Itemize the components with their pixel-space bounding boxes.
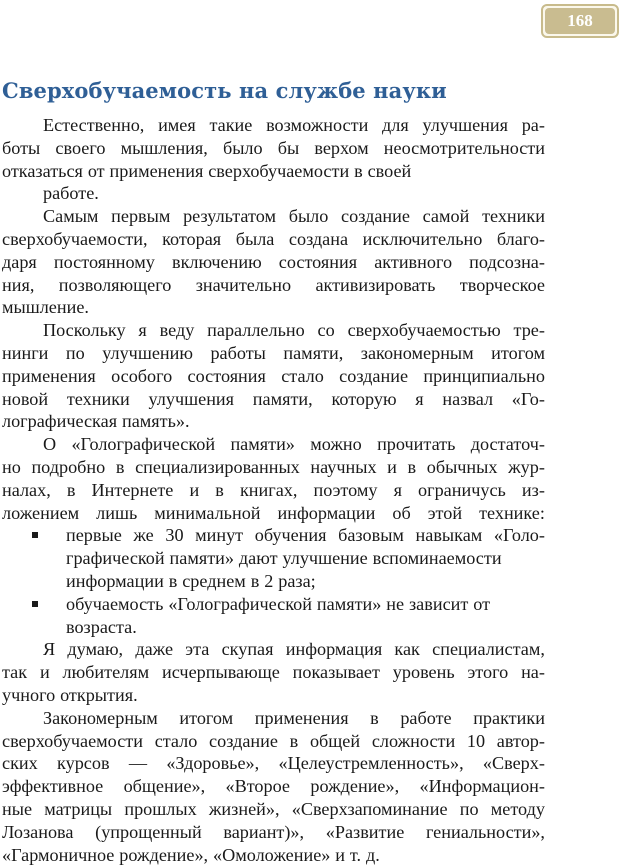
word: я — [415, 388, 423, 411]
word: улучшения — [149, 388, 235, 411]
word: прочитать — [377, 433, 455, 456]
word: информации — [66, 570, 164, 593]
word: 10 — [467, 730, 485, 753]
word: Я — [43, 638, 55, 661]
word: ских — [2, 752, 38, 775]
word: на- — [521, 661, 545, 684]
word: сверхобучаемости — [208, 160, 349, 183]
word: улучшению — [102, 342, 193, 365]
word: подсозна- — [469, 251, 545, 274]
word: Закономерным — [43, 707, 158, 730]
bullet-icon — [32, 601, 38, 607]
bullet-item-line — [2, 593, 545, 616]
word: значительно — [196, 274, 291, 297]
word: и — [40, 661, 50, 684]
word: в — [215, 479, 224, 502]
text-line — [2, 388, 545, 411]
word: общей — [310, 730, 360, 753]
word: Естественно, — [43, 114, 144, 137]
word: обычных — [427, 456, 498, 479]
word: «Информацион- — [419, 775, 544, 798]
word: возраста. — [66, 616, 137, 639]
word: применения — [110, 160, 204, 183]
word: но — [2, 456, 21, 479]
word: обучения — [255, 524, 327, 547]
word: такие — [209, 114, 252, 137]
word: эта — [185, 638, 209, 661]
word: работы — [210, 342, 265, 365]
text-line — [2, 684, 545, 707]
word: «Го- — [512, 388, 545, 411]
word: Самым — [43, 205, 98, 228]
word: автор- — [497, 730, 545, 753]
word: О — [43, 433, 56, 456]
text-line — [2, 182, 545, 205]
word: особого — [111, 365, 172, 388]
word: ния, — [2, 274, 34, 297]
word: первым — [111, 205, 170, 228]
word: «Голо- — [494, 524, 545, 547]
word: из- — [522, 479, 545, 502]
word: матрицы — [44, 798, 112, 821]
word: по — [460, 798, 479, 821]
word: сверхобучаемости, — [2, 228, 148, 251]
word: активизировать — [315, 274, 435, 297]
word: лографическая — [2, 410, 117, 433]
word: со — [318, 319, 335, 342]
word: в — [116, 456, 125, 479]
word: можно — [310, 433, 362, 456]
word: от — [473, 593, 490, 616]
text-line — [2, 707, 545, 730]
word: памяти, — [283, 342, 343, 365]
text-line — [2, 547, 545, 570]
word: состояния — [188, 365, 266, 388]
word: д. — [366, 844, 380, 866]
word: ложением — [2, 502, 79, 525]
word: я — [394, 479, 402, 502]
word: создана — [289, 228, 348, 251]
word: итогом — [491, 342, 545, 365]
body-text — [2, 114, 545, 866]
word: отказаться — [2, 160, 83, 183]
word: «Целеустремленность», — [278, 752, 463, 775]
word: — — [129, 752, 147, 775]
word: улучшения — [422, 114, 508, 137]
word: «Гармоничное — [2, 844, 114, 866]
word: мышление. — [2, 296, 89, 319]
word: в — [67, 479, 76, 502]
word: и — [335, 844, 345, 866]
text-line — [2, 251, 545, 274]
word: самой — [423, 205, 470, 228]
word: среднем — [182, 570, 246, 593]
word: раза; — [278, 570, 315, 593]
word: создание — [339, 365, 408, 388]
word: в — [290, 730, 299, 753]
word: исключительно — [363, 228, 483, 251]
word: информации — [278, 502, 376, 525]
word: скупая — [222, 638, 274, 661]
word: своего — [55, 137, 105, 160]
text-line — [2, 296, 545, 319]
word: Поскольку — [43, 319, 126, 342]
word: «Сверхзапоминание — [292, 798, 448, 821]
word: параллельно — [207, 319, 305, 342]
word: специализированных — [135, 456, 300, 479]
word: минимальной — [154, 502, 260, 525]
word: назвал — [442, 388, 493, 411]
text-line — [2, 160, 545, 183]
word: графической — [66, 547, 165, 570]
word: дают — [239, 547, 278, 570]
word: общение», — [124, 775, 206, 798]
word: специалистам, — [432, 638, 545, 661]
word: памяти» — [230, 433, 294, 456]
word: зависит — [409, 593, 468, 616]
word: рождение», — [119, 844, 208, 866]
word: новой — [2, 388, 48, 411]
word: эффективное — [2, 775, 103, 798]
word: мышления, — [121, 137, 208, 160]
word: т. — [350, 844, 361, 866]
word: по — [66, 342, 85, 365]
word: сложности — [372, 730, 455, 753]
word: возможности — [266, 114, 368, 137]
text-line — [2, 661, 545, 684]
text-line — [2, 730, 545, 753]
text-line — [2, 342, 545, 365]
text-line — [2, 433, 545, 456]
word: достаточ- — [471, 433, 545, 456]
word: работе. — [43, 182, 99, 205]
word: жур- — [508, 456, 545, 479]
section-title: Сверхобучаемость на службе науки — [2, 78, 447, 103]
word: улучшение — [282, 547, 367, 570]
word: уровень — [393, 661, 455, 684]
word: техники — [67, 388, 130, 411]
word: научных — [310, 456, 376, 479]
text-line — [2, 228, 545, 251]
word: сверхобучаемостью — [348, 319, 501, 342]
word: памяти» — [170, 547, 234, 570]
word: создание — [341, 205, 410, 228]
word: прошлых — [124, 798, 196, 821]
word: жизней», — [209, 798, 280, 821]
word: гениальности», — [426, 821, 545, 844]
word: работе — [400, 707, 451, 730]
text-line — [2, 638, 545, 661]
page-number-badge — [541, 4, 619, 38]
word: любителям — [63, 661, 150, 684]
word: поэтому — [314, 479, 378, 502]
word: навыкам — [416, 524, 483, 547]
word: налах, — [2, 479, 51, 502]
word: минут — [195, 524, 243, 547]
text-line — [2, 821, 545, 844]
text-line — [2, 114, 545, 137]
word: состояния — [279, 251, 357, 274]
word: книгах, — [240, 479, 297, 502]
word: было — [289, 205, 329, 228]
word: тре- — [514, 319, 545, 342]
word: стало — [281, 365, 324, 388]
word: и — [189, 479, 199, 502]
word: в — [408, 456, 417, 479]
text-line — [2, 798, 545, 821]
page-number: 168 — [545, 8, 615, 34]
word: позволяющего — [59, 274, 172, 297]
bullet-item-line — [2, 524, 545, 547]
text-line — [2, 274, 545, 297]
text-line — [2, 502, 545, 525]
word: которую — [331, 388, 396, 411]
word: думаю, — [67, 638, 123, 661]
text-line — [2, 479, 545, 502]
word: результатом — [183, 205, 276, 228]
word: создание — [209, 730, 278, 753]
word: благо- — [497, 228, 545, 251]
text-line — [2, 205, 545, 228]
text-line — [2, 456, 545, 479]
word: «Голографической — [71, 433, 215, 456]
word: «Голографической — [168, 593, 312, 616]
word: лишь — [96, 502, 137, 525]
bullet-icon — [32, 532, 38, 538]
word: рождение», — [310, 775, 399, 798]
word: этого — [468, 661, 509, 684]
word: в — [370, 707, 379, 730]
word: этой — [428, 502, 462, 525]
word: в — [169, 570, 178, 593]
word: базовым — [338, 524, 404, 547]
word: 30 — [165, 524, 183, 547]
word: как — [394, 638, 419, 661]
word: информация — [286, 638, 382, 661]
word: 2 — [264, 570, 273, 593]
text-line — [2, 844, 545, 866]
word: имея — [158, 114, 196, 137]
word: применения — [2, 365, 96, 388]
word: верхом — [314, 137, 368, 160]
word: вариант)», — [223, 821, 304, 844]
word: «Сверх- — [483, 752, 545, 775]
word: и — [387, 456, 397, 479]
word: открытия. — [60, 684, 138, 707]
word: неосмотрительности — [384, 137, 545, 160]
word: памяти, — [253, 388, 313, 411]
word: практики — [473, 707, 545, 730]
word: от — [88, 160, 105, 183]
word: первые — [66, 524, 122, 547]
word: нинги — [2, 342, 48, 365]
text-line — [2, 752, 545, 775]
text-line — [2, 365, 545, 388]
word: в — [251, 570, 260, 593]
word: сверхобучаемости — [2, 730, 143, 753]
word: об — [392, 502, 410, 525]
word: же — [133, 524, 153, 547]
text-line — [2, 570, 545, 593]
word: веду — [160, 319, 195, 342]
word: принципиально — [423, 365, 545, 388]
text-line — [2, 137, 545, 160]
word: исчерпывающе — [162, 661, 280, 684]
word: включению — [172, 251, 262, 274]
word: постоянному — [54, 251, 155, 274]
word: для — [382, 114, 409, 137]
word: даря — [2, 251, 37, 274]
word: применения — [255, 707, 349, 730]
text-line — [2, 775, 545, 798]
word: учного — [2, 684, 55, 707]
text-line — [2, 319, 545, 342]
word: бы — [278, 137, 299, 160]
word: курсов — [57, 752, 110, 775]
word: закономерным — [361, 342, 474, 365]
text-line — [2, 616, 545, 639]
word: подробно — [31, 456, 105, 479]
word: Лозанова — [2, 821, 73, 844]
word: была — [236, 228, 275, 251]
word: «Здоровье», — [166, 752, 259, 775]
word: технике: — [479, 502, 545, 525]
word: Интернете — [92, 479, 174, 502]
word: было — [223, 137, 263, 160]
word: которая — [162, 228, 221, 251]
word: памяти» — [317, 593, 381, 616]
word: в — [354, 160, 363, 183]
word: методу — [491, 798, 545, 821]
word: активного — [374, 251, 452, 274]
word: техники — [482, 205, 545, 228]
word: вспоминаемости — [373, 547, 502, 570]
text-line — [2, 410, 545, 433]
word: ограничусь — [418, 479, 506, 502]
word: память». — [122, 410, 190, 433]
word: не — [386, 593, 404, 616]
word: стало — [155, 730, 198, 753]
word: обучаемость — [66, 593, 163, 616]
word: ра- — [522, 114, 545, 137]
word: «Второе — [226, 775, 291, 798]
word: «Развитие — [326, 821, 405, 844]
word: боты — [2, 137, 40, 160]
word: ные — [2, 798, 32, 821]
word: я — [138, 319, 146, 342]
word: своей — [368, 160, 412, 183]
word: «Омоложение» — [213, 844, 330, 866]
word: показывает — [293, 661, 380, 684]
word: творческое — [460, 274, 545, 297]
word: даже — [135, 638, 173, 661]
word: (упрощенный — [95, 821, 202, 844]
word: итогом — [179, 707, 233, 730]
word: так — [2, 661, 27, 684]
